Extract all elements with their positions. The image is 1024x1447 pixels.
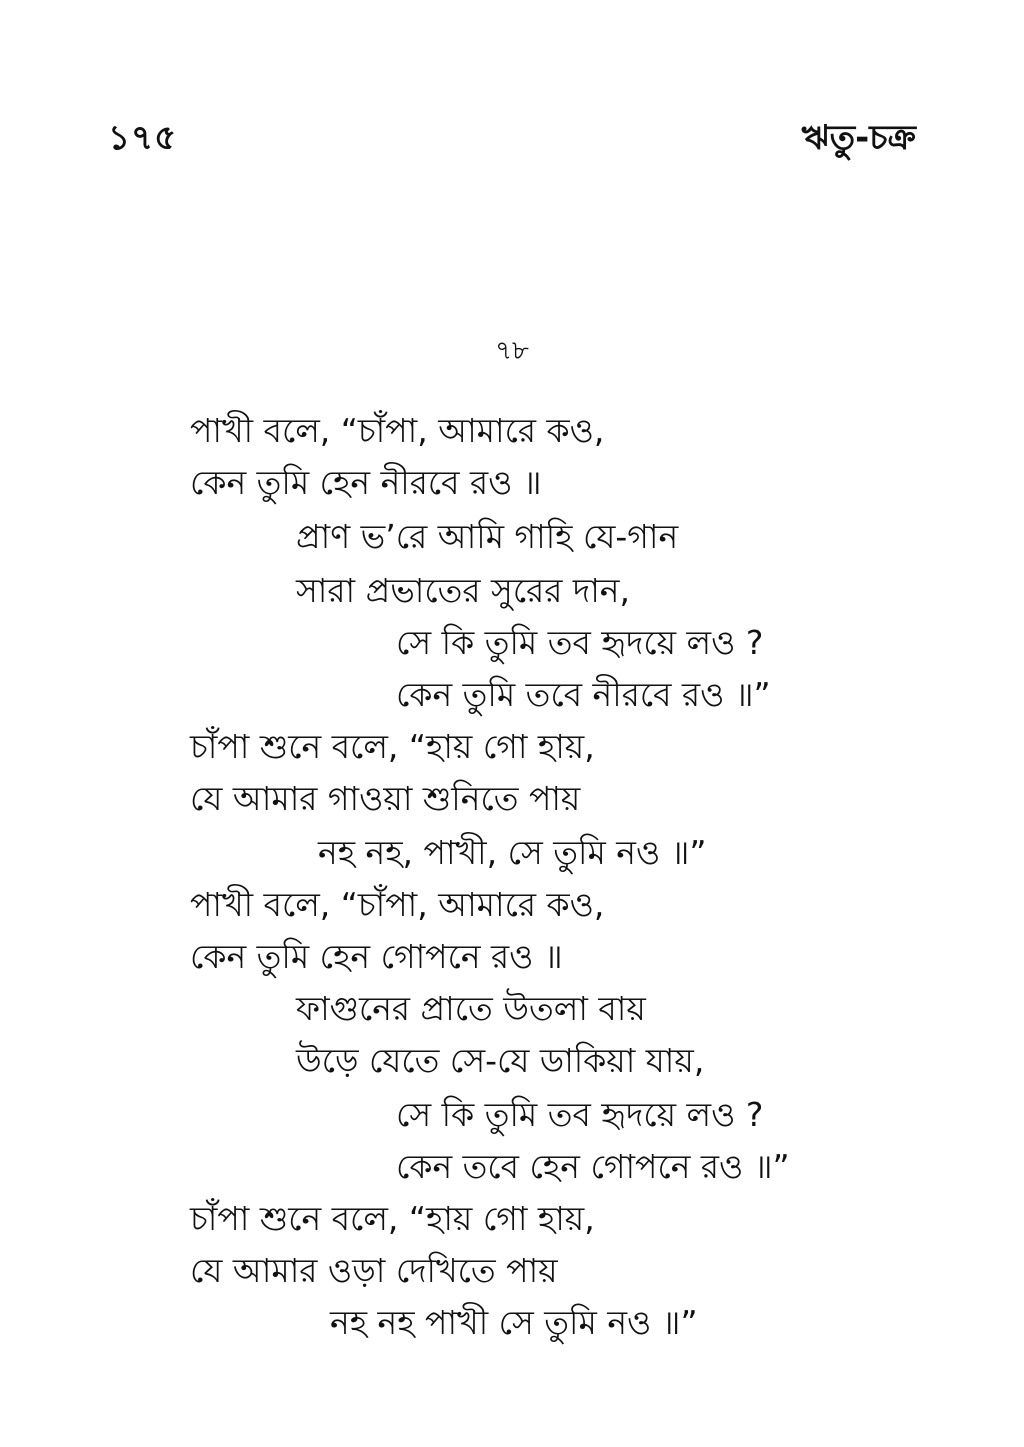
poem-line: নহ নহ পাখী সে তুমি নও ॥” bbox=[330, 1303, 698, 1342]
poem-line: কেন তুমি তবে নীরবে রও ॥” bbox=[396, 675, 771, 714]
poem-line: যে আমার ওড়া দেখিতে পায় bbox=[190, 1251, 558, 1290]
poem-line: কেন তবে হেন গোপনে রও ॥” bbox=[396, 1147, 790, 1186]
poem-line: চাঁপা শুনে বলে, “হায় গো হায়, bbox=[190, 727, 595, 766]
song-number: ৭৮ bbox=[495, 336, 529, 366]
poem-line: নহ নহ, পাখী, সে তুমি নও ॥” bbox=[318, 833, 707, 872]
poem-line: চাঁপা শুনে বলে, “হায় গো হায়, bbox=[190, 1199, 595, 1238]
poem-line: পাখী বলে, “চাঁপা, আমারে কও, bbox=[190, 411, 605, 450]
poem-line: কেন তুমি হেন গোপনে রও ॥ bbox=[190, 937, 563, 976]
poem-line: সে কি তুমি তব হৃদয়ে লও ? bbox=[396, 623, 764, 662]
poem-line: ফাগুনের প্রাতে উতলা বায় bbox=[296, 989, 646, 1028]
poem-line: কেন তুমি হেন নীরবে রও ॥ bbox=[190, 463, 542, 502]
page-number: ১৭৫ bbox=[108, 118, 178, 158]
poem-line: প্রাণ ভ’রে আমি গাহি যে-গান bbox=[296, 517, 679, 556]
poem-line: পাখী বলে, “চাঁপা, আমারে কও, bbox=[190, 885, 605, 924]
poem-line: যে আমার গাওয়া শুনিতে পায় bbox=[190, 779, 581, 818]
poem-line: উড়ে যেতে সে-যে ডাকিয়া যায়, bbox=[296, 1041, 705, 1080]
poem-line: সারা প্রভাতের সুরের দান, bbox=[296, 571, 630, 610]
running-title: ঋতু-চক্র bbox=[801, 118, 916, 158]
poem-line: সে কি তুমি তব হৃদয়ে লও ? bbox=[396, 1095, 764, 1134]
